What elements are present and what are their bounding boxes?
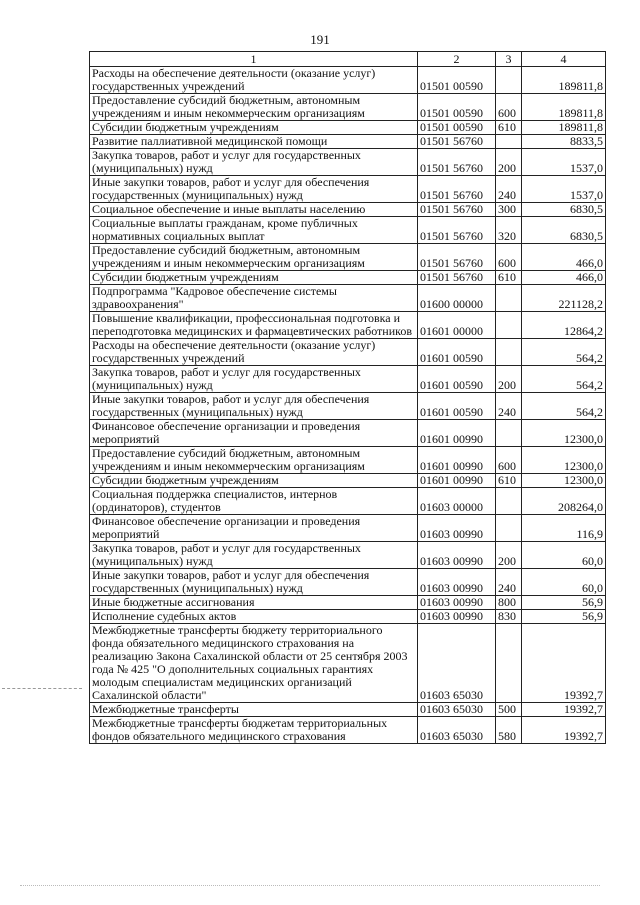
cell-type: 320 — [496, 217, 522, 244]
table-row — [90, 271, 606, 285]
cell-type: 600 — [496, 244, 522, 271]
cell-type: 600 — [496, 94, 522, 121]
cell-name: Исполнение судебных актов — [90, 610, 418, 624]
cell-type: 610 — [496, 474, 522, 488]
table-row — [90, 339, 606, 366]
table-row — [90, 217, 606, 244]
cell-amount: 6830,5 — [522, 203, 606, 217]
cell-name: Подпрограмма "Кадровое обеспечение системы здравоохранения" — [90, 285, 418, 312]
column-header-name: 1 — [90, 52, 418, 67]
cell-amount: 1537,0 — [522, 149, 606, 176]
cell-code: 01601 00590 — [418, 393, 496, 420]
cell-type: 200 — [496, 542, 522, 569]
table-row — [90, 149, 606, 176]
cell-name: Развитие паллиативной медицинской помощи — [90, 135, 418, 149]
table-row — [90, 703, 606, 717]
table-row — [90, 285, 606, 312]
cell-code: 01601 00000 — [418, 312, 496, 339]
cell-name: Субсидии бюджетным учреждениям — [90, 474, 418, 488]
cell-code: 01600 00000 — [418, 285, 496, 312]
cell-type: 240 — [496, 176, 522, 203]
cell-code: 01603 00990 — [418, 542, 496, 569]
cell-name: Финансовое обеспечение организации и проведения мероприятий — [90, 515, 418, 542]
table-row — [90, 474, 606, 488]
cell-amount: 12864,2 — [522, 312, 606, 339]
cell-amount: 189811,8 — [522, 67, 606, 94]
cell-amount: 12300,0 — [522, 420, 606, 447]
cell-name: Предоставление субсидий бюджетным, автономным учреждениям и иным некоммерческим организациям — [90, 447, 418, 474]
cell-name: Финансовое обеспечение организации и проведения мероприятий — [90, 420, 418, 447]
cell-name: Субсидии бюджетным учреждениям — [90, 121, 418, 135]
table-row — [90, 135, 606, 149]
cell-amount: 60,0 — [522, 569, 606, 596]
table-row — [90, 244, 606, 271]
cell-type — [496, 285, 522, 312]
cell-type — [496, 420, 522, 447]
cell-type — [496, 488, 522, 515]
cell-amount: 564,2 — [522, 366, 606, 393]
cell-type — [496, 67, 522, 94]
cell-amount: 564,2 — [522, 339, 606, 366]
cell-code: 01601 00590 — [418, 366, 496, 393]
page-number: 191 — [310, 32, 330, 47]
cell-amount: 208264,0 — [522, 488, 606, 515]
cell-code: 01501 56760 — [418, 244, 496, 271]
cell-code: 01603 00000 — [418, 488, 496, 515]
cell-type: 240 — [496, 393, 522, 420]
cell-code: 01603 65030 — [418, 624, 496, 703]
cell-amount: 19392,7 — [522, 624, 606, 703]
table-header-row — [90, 52, 606, 67]
cell-type: 610 — [496, 121, 522, 135]
cell-code: 01601 00990 — [418, 420, 496, 447]
table-row — [90, 420, 606, 447]
cell-name: Закупка товаров, работ и услуг для государственных (муниципальных) нужд — [90, 542, 418, 569]
cell-type — [496, 135, 522, 149]
cell-type: 610 — [496, 271, 522, 285]
cell-type: 580 — [496, 717, 522, 744]
cell-name: Предоставление субсидий бюджетным, автономным учреждениям и иным некоммерческим организациям — [90, 244, 418, 271]
cell-name: Межбюджетные трансферты бюджетам территориальных фондов обязательного медицинского страхования — [90, 717, 418, 744]
cell-amount: 189811,8 — [522, 121, 606, 135]
cell-code: 01603 00990 — [418, 515, 496, 542]
cell-code: 01501 56760 — [418, 203, 496, 217]
column-header-amount: 4 — [522, 52, 606, 67]
cell-name: Субсидии бюджетным учреждениям — [90, 271, 418, 285]
table-row — [90, 488, 606, 515]
cell-amount: 6830,5 — [522, 217, 606, 244]
cell-amount: 56,9 — [522, 610, 606, 624]
cell-code: 01501 00590 — [418, 121, 496, 135]
cell-name: Предоставление субсидий бюджетным, автономным учреждениям и иным некоммерческим организациям — [90, 94, 418, 121]
cell-code: 01603 00990 — [418, 610, 496, 624]
cell-code: 01501 56760 — [418, 176, 496, 203]
table-row — [90, 624, 606, 703]
table-row — [90, 94, 606, 121]
cell-type — [496, 624, 522, 703]
cell-amount: 60,0 — [522, 542, 606, 569]
cell-amount: 466,0 — [522, 271, 606, 285]
cell-code: 01603 00990 — [418, 569, 496, 596]
cell-type — [496, 339, 522, 366]
cell-code: 01603 65030 — [418, 703, 496, 717]
cell-type: 200 — [496, 366, 522, 393]
cell-code: 01501 56760 — [418, 217, 496, 244]
cell-name: Закупка товаров, работ и услуг для государственных (муниципальных) нужд — [90, 366, 418, 393]
cell-code: 01501 56760 — [418, 271, 496, 285]
cell-amount: 466,0 — [522, 244, 606, 271]
cell-amount: 12300,0 — [522, 447, 606, 474]
scan-artifact-bottom — [20, 885, 600, 887]
cell-code: 01501 00590 — [418, 94, 496, 121]
cell-code: 01501 56760 — [418, 135, 496, 149]
cell-amount: 8833,5 — [522, 135, 606, 149]
cell-name: Иные закупки товаров, работ и услуг для обеспечения государственных (муниципальных) нужд — [90, 569, 418, 596]
table-row — [90, 176, 606, 203]
cell-amount: 19392,7 — [522, 703, 606, 717]
cell-amount: 12300,0 — [522, 474, 606, 488]
cell-name: Социальное обеспечение и иные выплаты населению — [90, 203, 418, 217]
table-row — [90, 366, 606, 393]
table-row — [90, 717, 606, 744]
cell-type — [496, 515, 522, 542]
cell-name: Закупка товаров, работ и услуг для государственных (муниципальных) нужд — [90, 149, 418, 176]
cell-amount: 1537,0 — [522, 176, 606, 203]
table-row — [90, 447, 606, 474]
table-row — [90, 121, 606, 135]
cell-name: Межбюджетные трансферты — [90, 703, 418, 717]
cell-type — [496, 312, 522, 339]
table-row — [90, 542, 606, 569]
cell-amount: 19392,7 — [522, 717, 606, 744]
table-row — [90, 610, 606, 624]
cell-name: Социальная поддержка специалистов, интернов (ординаторов), студентов — [90, 488, 418, 515]
cell-type: 500 — [496, 703, 522, 717]
column-header-type: 3 — [496, 52, 522, 67]
cell-code: 01501 56760 — [418, 149, 496, 176]
table-row — [90, 203, 606, 217]
cell-type: 240 — [496, 569, 522, 596]
table-row — [90, 596, 606, 610]
cell-amount: 189811,8 — [522, 94, 606, 121]
cell-amount: 116,9 — [522, 515, 606, 542]
cell-type: 830 — [496, 610, 522, 624]
scan-artifact-left — [2, 688, 82, 690]
cell-code: 01601 00990 — [418, 447, 496, 474]
table-body — [90, 67, 606, 744]
table-row — [90, 515, 606, 542]
cell-name: Расходы на обеспечение деятельности (оказание услуг) государственных учреждений — [90, 339, 418, 366]
table-row — [90, 312, 606, 339]
cell-type: 600 — [496, 447, 522, 474]
cell-amount: 564,2 — [522, 393, 606, 420]
cell-name: Расходы на обеспечение деятельности (оказание услуг) государственных учреждений — [90, 67, 418, 94]
cell-code: 01601 00990 — [418, 474, 496, 488]
cell-name: Иные бюджетные ассигнования — [90, 596, 418, 610]
cell-type: 200 — [496, 149, 522, 176]
column-header-code: 2 — [418, 52, 496, 67]
cell-name: Социальные выплаты гражданам, кроме публичных нормативных социальных выплат — [90, 217, 418, 244]
cell-name: Повышение квалификации, профессиональная подготовка и переподготовка медицинских и фармацевтических работников — [90, 312, 418, 339]
cell-code: 01501 00590 — [418, 67, 496, 94]
cell-code: 01601 00590 — [418, 339, 496, 366]
cell-amount: 221128,2 — [522, 285, 606, 312]
table-row — [90, 393, 606, 420]
cell-code: 01603 00990 — [418, 596, 496, 610]
table-row — [90, 569, 606, 596]
cell-code: 01603 65030 — [418, 717, 496, 744]
budget-table — [89, 51, 606, 744]
cell-type: 800 — [496, 596, 522, 610]
cell-type: 300 — [496, 203, 522, 217]
cell-name: Иные закупки товаров, работ и услуг для обеспечения государственных (муниципальных) нужд — [90, 393, 418, 420]
table-row — [90, 67, 606, 94]
cell-name: Иные закупки товаров, работ и услуг для обеспечения государственных (муниципальных) нужд — [90, 176, 418, 203]
cell-amount: 56,9 — [522, 596, 606, 610]
cell-name: Межбюджетные трансферты бюджету территориального фонда обязательного медицинского страхования на реализацию Закона Сахалинской области от 25 сентября 2003 года № 425 "О дополнительных социальных гарантиях молодым специалистам медицинских организаций Сахалинской области" — [90, 624, 418, 703]
